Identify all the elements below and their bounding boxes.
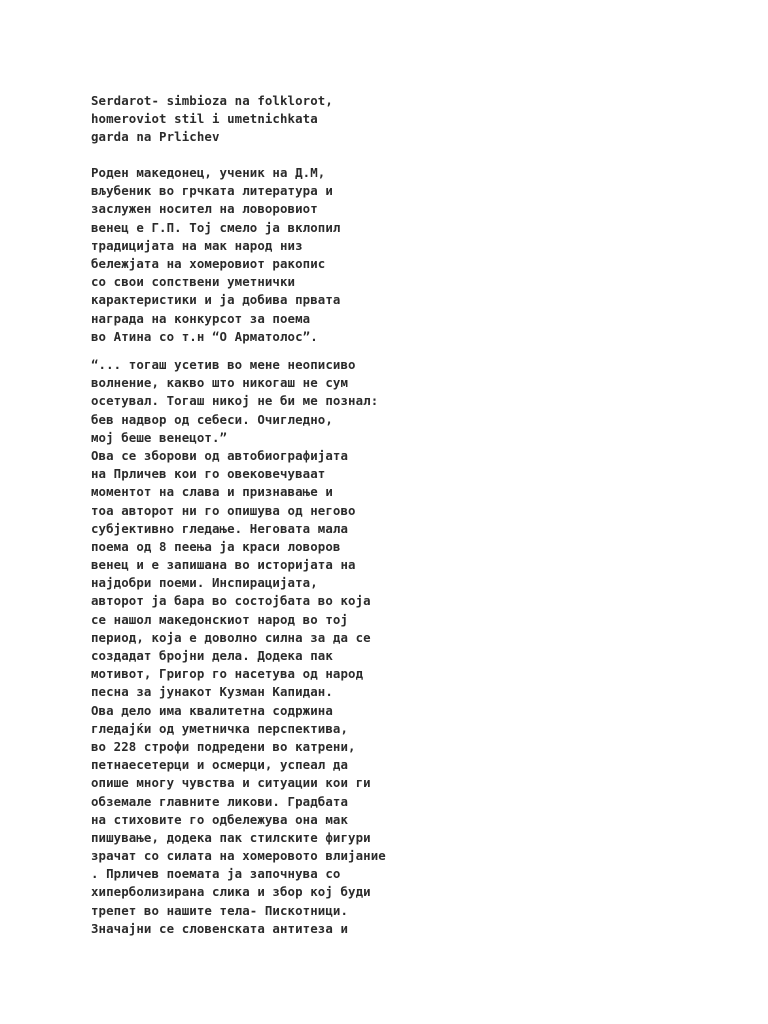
document-title xyxy=(91,92,381,147)
intro-line: традицијата на мак народ низ xyxy=(91,237,303,253)
body-line: најдобри поеми. Инспирацијата, xyxy=(91,575,318,591)
body-line: во 228 строфи подредени во катрени, xyxy=(91,738,356,754)
intro-line: награда на конкурсот за поема xyxy=(91,310,311,326)
intro-line: во Атина со т.н “О Арматолос”. xyxy=(91,328,318,344)
intro-paragraph xyxy=(91,164,381,346)
intro-line: Роден македонец, ученик на Д.М, xyxy=(91,165,326,180)
body-line: создадат бројни дела. Додека пак xyxy=(91,648,333,663)
body-line: пишување, додека пак стилските фигури xyxy=(91,829,371,845)
body-line: на Прличев кои го овековечуваат xyxy=(91,466,326,482)
body-line: “... тогаш усетив во мене неописиво xyxy=(91,357,356,372)
body-line: субјективно гледање. Неговата мала xyxy=(91,520,349,536)
intro-line: заслужен носител на ловоровиот xyxy=(91,201,318,217)
body-line: обземале главните ликови. Градбата xyxy=(91,793,349,809)
body-line: хиперболизирана слика и збор кој буди xyxy=(91,884,371,900)
intro-line: вљубеник во грчката литература и xyxy=(91,183,333,199)
body-line: волнение, какво што никогаш не сум xyxy=(91,375,349,391)
body-line: трепет во нашите тела- Пискотници. xyxy=(91,902,349,918)
body-line: тоа авторот ни го опишува од негово xyxy=(91,502,356,518)
body-line: Значајни се словенската антитеза и xyxy=(91,920,349,936)
body-line: на стиховите го одбележува она мак xyxy=(91,811,349,827)
body-line: венец и е запишана во историјата на xyxy=(91,557,356,573)
body-line: моментот на слава и признавање и xyxy=(91,484,333,500)
body-line: мотивот, Григор го насетува од народ xyxy=(91,666,364,682)
intro-line: со свои сопствени уметнички xyxy=(91,274,296,290)
body-line: авторот ја бара во состојбата во која xyxy=(91,593,371,609)
intro-line: карактеристики и ја добива првата xyxy=(91,292,341,308)
title-line: garda na Prlichev xyxy=(91,129,220,145)
title-line: Serdarot- simbioza na folklorot, xyxy=(91,93,333,108)
body-line: се нашол македонскиот народ во тој xyxy=(91,611,349,627)
body-line: бев надвор од себеси. Очигледно, xyxy=(91,411,333,427)
body-line: . Прличев поемата ја започнува со xyxy=(91,866,341,882)
body-line: песна за јунакот Кузман Капидан. xyxy=(91,684,333,700)
body-line: Ова се зборови од автобиографијата xyxy=(91,447,349,463)
intro-line: бележјата на хомеровиот ракопис xyxy=(91,255,326,271)
intro-line: венец е Г.П. Тој смело ја вклопил xyxy=(91,219,341,235)
body-line: гледајќи од уметничка перспектива, xyxy=(91,720,349,736)
body-line: зрачат со силата на хомеровото влијание xyxy=(91,848,386,864)
body-line: осетувал. Тогаш никој не би ме познал: xyxy=(91,393,379,409)
body-line: период, која е доволно силна за да се xyxy=(91,629,371,645)
body-line: петнаесетерци и осмерци, успеал да xyxy=(91,757,349,773)
body-line: мој беше венецот.” xyxy=(91,429,228,445)
title-line: homeroviot stil i umetnichkata xyxy=(91,111,318,127)
body-line: поема од 8 пеења ја краси ловоров xyxy=(91,538,341,554)
body-paragraph xyxy=(91,356,386,938)
body-line: опише многу чувства и ситуации кои ги xyxy=(91,775,371,791)
body-line: Ова дело има квалитетна содржина xyxy=(91,702,333,718)
